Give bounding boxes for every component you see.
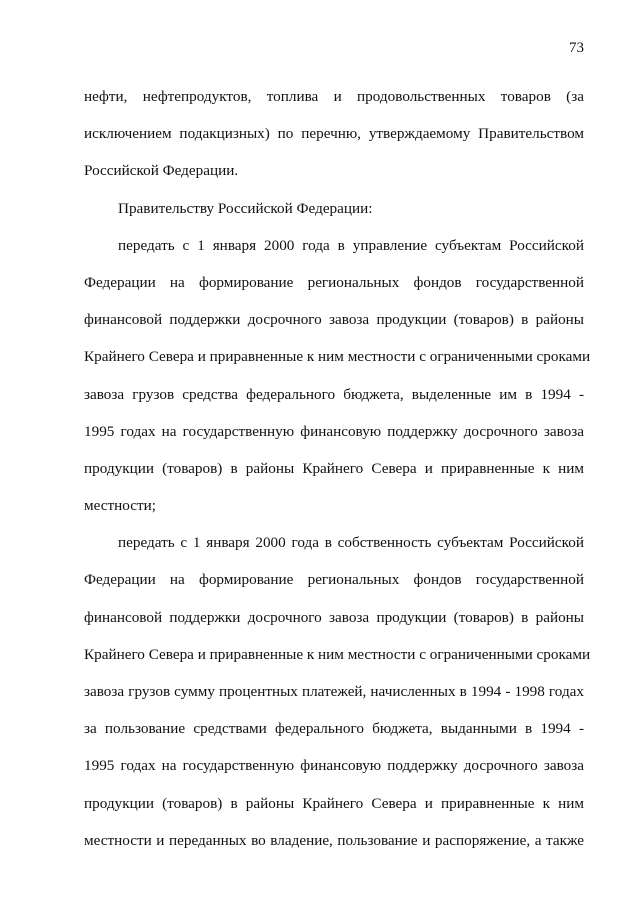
text-line: завоза грузов сумму процентных платежей, начисленных в 1994 - 1998 годах xyxy=(84,683,584,700)
text-line: Российской Федерации. xyxy=(84,162,239,180)
text-line: завоза грузов средства федерального бюджета, выделенные им в 1994 - xyxy=(84,385,584,403)
text-line: Крайнего Севера и приравненные к ним местности с ограниченными сроками xyxy=(84,348,591,366)
text-line: Федерации на формирование региональных фондов государственной xyxy=(84,571,584,589)
text-line: исключением подакцизных) по перечню, утверждаемому Правительством xyxy=(84,125,584,143)
text-line: 1995 годах на государственную финансовую поддержку досрочного завоза xyxy=(84,757,584,775)
text-line: 1995 годах на государственную финансовую поддержку досрочного завоза xyxy=(84,422,584,440)
page-number: 73 xyxy=(569,40,584,56)
text-line: продукции (товаров) в районы Крайнего Севера и приравненные к ним xyxy=(84,459,584,477)
text-line: продукции (товаров) в районы Крайнего Севера и приравненные к ним xyxy=(84,794,584,812)
text-line: за пользование средствами федерального бюджета, выданными в 1994 - xyxy=(84,720,584,738)
text-line: Крайнего Севера и приравненные к ним местности с ограниченными сроками xyxy=(84,645,591,663)
body-text xyxy=(84,78,591,859)
text-line: финансовой поддержки досрочного завоза продукции (товаров) в районы xyxy=(84,311,584,329)
text-line: передать с 1 января 2000 года в управление субъектам Российской xyxy=(118,236,584,254)
text-line: местности и переданных во владение, пользование и распоряжение, а также xyxy=(84,831,584,849)
text-line: финансовой поддержки досрочного завоза продукции (товаров) в районы xyxy=(84,608,584,626)
paragraph-heading: Правительству Российской Федерации: xyxy=(118,199,373,217)
text-line: местности; xyxy=(84,497,156,515)
text-line: передать с 1 января 2000 года в собственность субъектам Российской xyxy=(118,534,584,552)
text-line: нефти, нефтепродуктов, топлива и продовольственных товаров (за xyxy=(84,88,584,105)
text-line: Федерации на формирование региональных фондов государственной xyxy=(84,273,584,291)
